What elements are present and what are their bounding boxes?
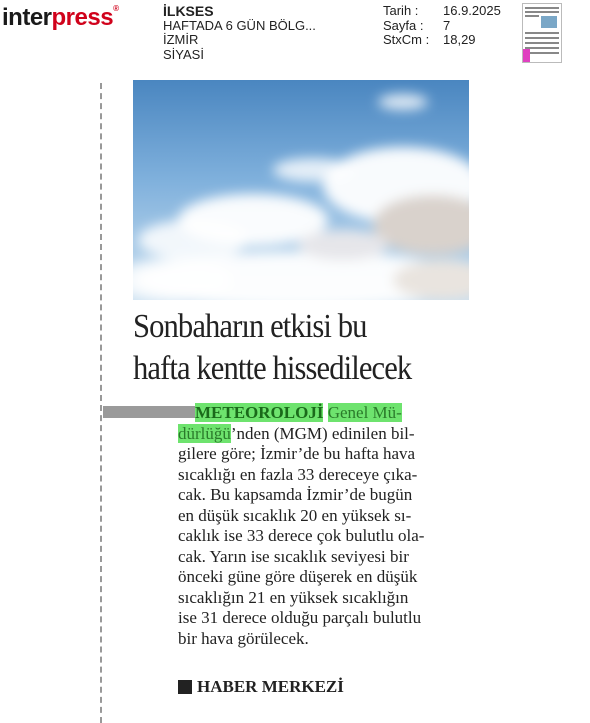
- city: İZMİR: [163, 32, 199, 47]
- section: SİYASİ: [163, 46, 204, 62]
- body-line: gilere göre; İzmir’de bu hafta hava: [178, 444, 416, 463]
- logo-press: press: [51, 4, 114, 31]
- body-line: sıcaklığın 21 en yüksek sıcaklığın: [178, 587, 409, 607]
- clip-info: [383, 4, 501, 48]
- body-line: cak. Bu kapsamda İzmir’de bugün: [178, 485, 413, 504]
- interpress-logo: [2, 4, 118, 32]
- stxcm-label: StxCm :: [383, 32, 430, 47]
- body-line: ise 31 derece olduğu parçalı bulutlu: [178, 608, 422, 627]
- body-line-2-rest: ’nden (MGM) edinilen bil-: [230, 423, 415, 443]
- byline-text: HABER MERKEZİ: [197, 677, 344, 696]
- article-body: [178, 403, 468, 649]
- lead-keyword-meteoroloji: METEOROLOJİ: [195, 403, 324, 422]
- body-line: önceki güne göre düşerek en düşük: [178, 567, 418, 586]
- page-label: Sayfa :: [383, 17, 424, 33]
- body-line-2: [178, 424, 468, 445]
- page-value: 7: [443, 17, 451, 33]
- headline: [133, 306, 439, 390]
- byline: [178, 677, 344, 697]
- headline-line-2: hafta kentte hissedilecek: [133, 350, 412, 387]
- date-value: 16.9.2025: [443, 3, 501, 18]
- headline-line-1: Sonbaharın etkisi bu: [133, 308, 367, 345]
- body-line: cak. Yarın ise sıcaklık seviyesi bir: [178, 546, 409, 566]
- logo-inter: inter: [2, 4, 52, 31]
- sky-cloud-photo: [133, 80, 469, 300]
- stxcm-value: 18,29: [443, 32, 476, 47]
- body-line: sıcaklığı en fazla 33 dereceye çıka-: [178, 464, 418, 484]
- publication-name: İLKSES: [163, 3, 214, 19]
- body-line-1: [178, 403, 468, 424]
- lead-keyword-durlugu: dürlüğü: [178, 423, 231, 443]
- lead-keyword-genel: Genel Mü-: [327, 403, 402, 422]
- page-thumbnail[interactable]: [522, 3, 562, 63]
- body-line: bir hava görülecek.: [178, 628, 309, 648]
- body-line: en düşük sıcaklık 20 en yüksek sı-: [178, 505, 412, 525]
- article-short-title: HAFTADA 6 GÜN BÖLG...: [163, 17, 316, 33]
- byline-square-icon: [178, 680, 192, 694]
- logo-registered: ®: [113, 4, 119, 13]
- clip-margin-line: [100, 83, 102, 723]
- body-line: caklık ise 33 derece çok bulutlu ola-: [178, 526, 425, 545]
- clip-meta: [163, 4, 316, 62]
- date-label: Tarih :: [383, 3, 419, 18]
